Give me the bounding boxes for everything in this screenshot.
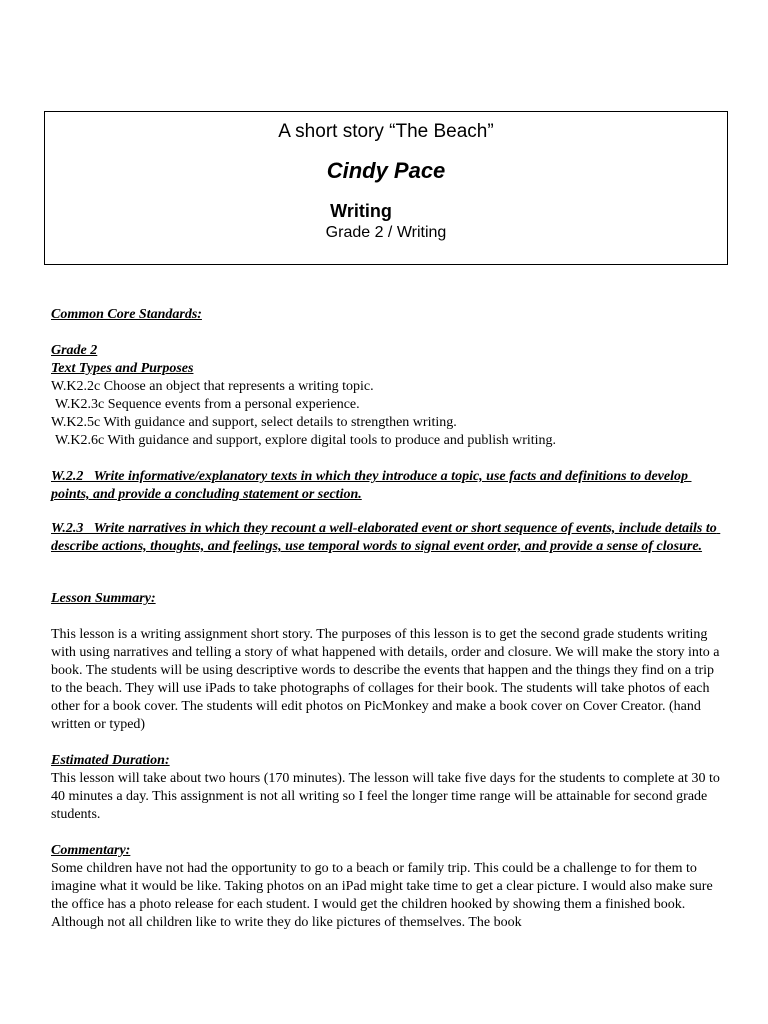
title-box: [44, 111, 728, 265]
spacer: [51, 556, 727, 590]
story-title: A short story “The Beach”: [278, 121, 494, 142]
spacer: [51, 608, 727, 626]
estimated-duration-heading: Estimated Duration:: [51, 753, 170, 768]
standard-item: W.K2.2c Choose an object that represents a writing topic.: [51, 379, 374, 394]
text-types-heading: Text Types and Purposes: [51, 361, 194, 376]
estimated-duration-text: This lesson will take about two hours (170 minutes). The lesson will take five days for the students to complete at 30 to 40 minutes a day. This assignment is not all writing so I feel the longer time range will be attainable for second grade students.: [51, 771, 720, 822]
author-name: Cindy Pace: [326, 158, 446, 183]
spacer: [51, 824, 727, 842]
spacer: [51, 324, 727, 342]
standard-item: W.K2.3c Sequence events from a personal experience.: [55, 397, 360, 412]
spacer: [51, 504, 727, 520]
document-body: [51, 306, 727, 932]
commentary-text: Some children have not had the opportunity to go to a beach or family trip. This could be a challenge to for them to imagine what it would be like. Taking photos on an iPad might take time to get a clear picture. I would also make sure the office has a photo release for each student. I would get the children hooked by showing them a finished book. Although not all children like to write they do like pictures of themselves. The book: [51, 861, 713, 930]
standard-item: W.K2.6c With guidance and support, explore digital tools to produce and publish writing.: [55, 433, 557, 448]
commentary-heading: Commentary:: [51, 843, 131, 858]
spacer: [51, 450, 727, 468]
standards-heading: Common Core Standards:: [51, 307, 202, 322]
grade-heading: Grade 2: [51, 343, 98, 358]
lesson-summary-text: This lesson is a writing assignment short story. The purposes of this lesson is to get the second grade students writing with using narratives and telling a story of what happened with details, order and closure. We will make the story into a book. The students will be using descriptive words to describe the events that happen and the things they find on a trip to the beach. They will use iPads to take photographs of collages for their book. The students will take photos of each other for a book cover. The students will edit photos on PicMonkey and make a book cover on Cover Creator. (hand written or typed): [51, 627, 720, 732]
standard-w22: W.2.2 Write informative/explanatory texts in which they introduce a topic, use facts and definitions to develop points, and provide a concluding statement or section.: [51, 469, 692, 502]
subject-label: Writing: [330, 201, 392, 221]
grade-subject-line: Grade 2 / Writing: [325, 224, 447, 241]
standard-w23: W.2.3 Write narratives in which they recount a well-elaborated event or short sequence of events, include details to describe actions, thoughts, and feelings, use temporal words to signal event order, and provide a sense of closure.: [51, 521, 721, 554]
spacer: [51, 734, 727, 752]
standard-item: W.K2.5c With guidance and support, select details to strengthen writing.: [51, 415, 457, 430]
lesson-summary-heading: Lesson Summary:: [51, 591, 156, 606]
